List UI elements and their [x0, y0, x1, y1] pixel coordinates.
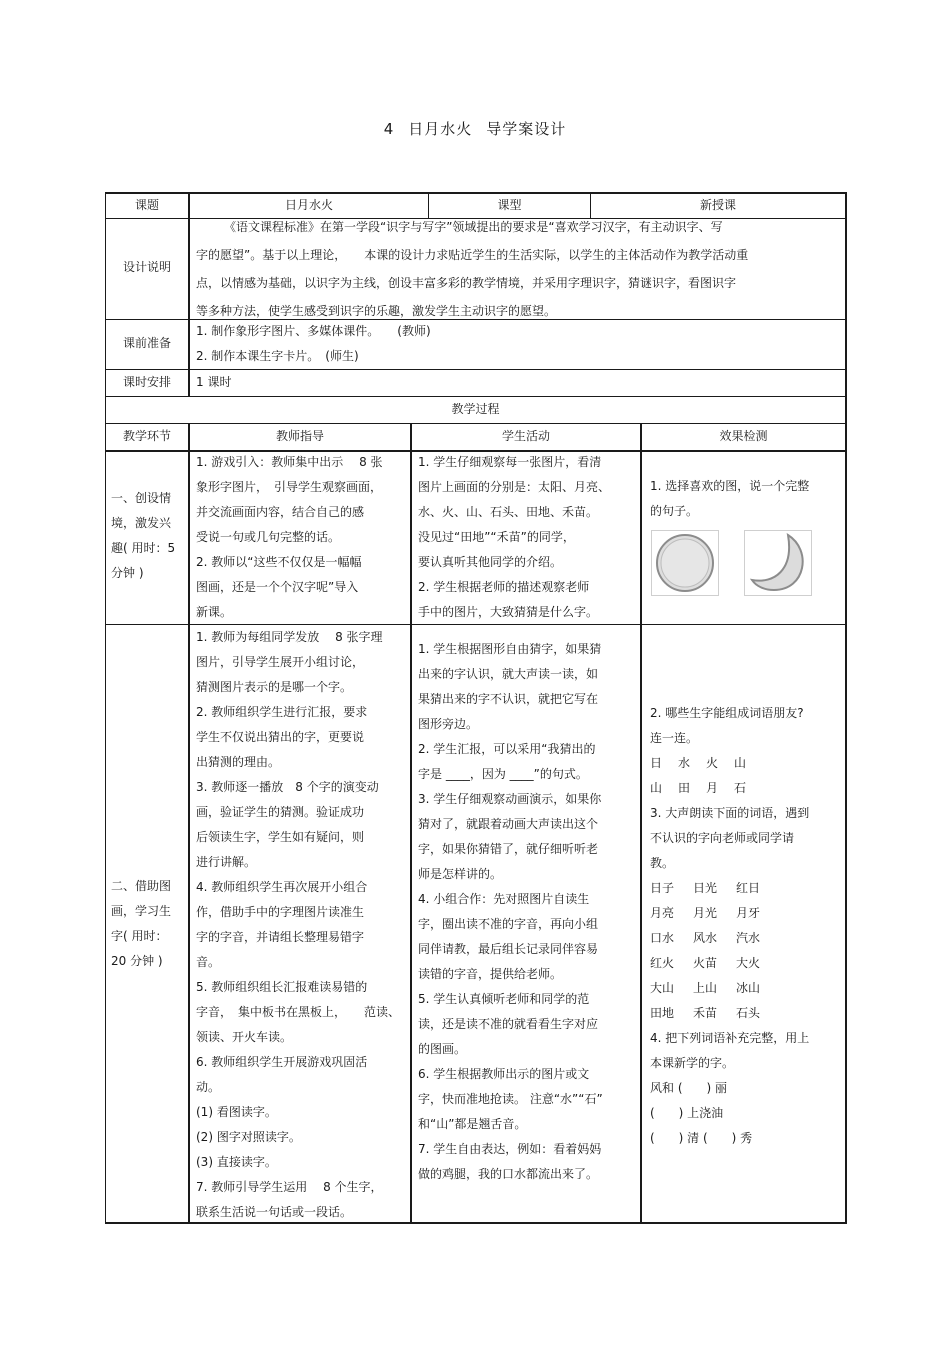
stage2-teacher: 1. 教师为每组同学发放 8 张字理 图片，引导学生展开小组讨论， 猜测图片表示的是哪一个字。 2. 教师组织学生进行汇报，要求 学生不仅说出猜出的字，更要说 出猜测的理由。 3. 教师逐一播放 8 个字的演变动 画，验证学生的猜测。验证成功 后领读生字，学生如有疑问，则 进行讲解。 4. 教师组织学生再次展开小组合 作，借助手中的字理图片读准生 字的字音，并请组长整理易错字 音。 5. 教师组织组长汇报难读易错的 字音， 集中板书在黑板上， 范读、 领读、开火车读。 6. 教师组织学生开展游戏巩固活 动。 (1) 看图读字。 (2) 图字对照读字。 (3) 直接读字。 7. 教师引导学生运用 8 个生字， 联系生活说一句话或一段话。: [196, 630, 401, 1219]
word-row: 口水 风水 汽水: [650, 931, 761, 945]
stage1-student: 1. 学生仔细观察每一张图片，看清 图片上画面的分别是：太阳、月亮、 水、火、山、石头、田地、禾苗。 没见过“田地”“禾苗”的同学， 要认真听其他同学的介绍。 2. 学生根据老师的描述观察老师 手中的图片，大致猜猜是什么字。: [418, 455, 611, 619]
hours-value: 1 课时: [196, 375, 232, 389]
stage2-label: 二、借助图 画，学习生 字( 用时： 20 分钟 ): [111, 879, 172, 968]
topic-label: 课题: [134, 198, 159, 212]
match-row-2: 山 田 月 石: [650, 781, 747, 795]
design-text: 《语文课程标准》在第一学段“识字与写字”领域提出的要求是“喜欢学习汉字，有主动识字、写 字的愿望”。基于以上理论， 本课的设计力求贴近学生的生活实际，以学生的主体活动作为教学活动重 点，以情感为基础，以识字为主线，创设丰富多彩的教学情境，并采用字理识字，猜谜识字，看图识字 等多种方法，使学生感受到识字的乐趣，激发学生主动识字的愿望。: [196, 220, 749, 318]
lesson-name: 日月水火: [408, 120, 473, 138]
col-stage: 教学环节: [122, 429, 171, 443]
stage1-effect: 1. 选择喜欢的图，说一个完整 的句子。: [650, 479, 810, 518]
match-row-1: 日 水 火 山: [650, 756, 747, 770]
col-effect: 效果检测: [719, 429, 768, 443]
design-label: 设计说明: [122, 260, 171, 274]
col-teacher: 教师指导: [275, 429, 324, 443]
col-student: 学生活动: [501, 429, 550, 443]
word-row: 红火 火苗 大火: [650, 956, 761, 970]
moon-image: [744, 530, 812, 596]
type-value: 新授课: [699, 198, 736, 212]
word-row: 月亮 月光 月牙: [650, 906, 761, 920]
hours-label: 课时安排: [122, 375, 171, 389]
stage1-teacher: 1. 游戏引入：教师集中出示 8 张 象形字图片， 引导学生观察画面， 并交流画面内容，结合自己的感 受说一句或几句完整的话。 2. 教师以“这些不仅仅是一幅幅 图画，还是一个个汉字呢”导入 新课。: [196, 455, 383, 619]
stage2-effect: 2. 哪些生字能组成词语朋友? 连一连。 日 水 火 山 山 田 月 石 3. 大声朗读下面的词语，遇到 不认识的字向老师或同学请 教。 日子 日光 红日 月亮 月光 月牙 口水 风水 汽水 红火 火苗 大火 大山 上山 冰山 田地 禾苗 石头 4. 把下列词语补充完整，用上 本课新学的字。 风和 ( ) 丽 ( ) 上浇油 ( ) 清 ( ) 秀: [650, 706, 810, 1145]
stage2-student: 1. 学生根据图形自由猜字，如果猜 出来的字认识，就大声读一读，如 果猜出来的字不认识，就把它写在 图形旁边。 2. 学生汇报，可以采用“我猜出的 字是 ____，因为 ____”的句式。 3. 学生仔细观察动画演示，如果你 猜对了，就跟着动画大声读出这个 字，如果你猜错了，就仔细听听老 师是怎样讲的。 4. 小组合作：先对照图片自读生 字，圈出读不准的字音，再向小组 同伴请教，最后组长记录同伴容易 读错的字音，提供给老师。 5. 学生认真倾听老师和同学的范 读，还是读不准的就看看生字对应 的图画。 6. 学生根据教师出示的图片或文 字，快而准地抢读。 注意“水”“石” 和“山”都是翘舌音。 7. 学生自由表达，例如：看着妈妈 做的鸡腿，我的口水都流出来了。: [418, 642, 603, 1181]
topic-value: 日月水火: [284, 198, 333, 212]
stage1-label: 一、创设情 境，激发兴 趣( 用时：5 分钟 ): [111, 491, 176, 580]
page-title: [0, 118, 950, 139]
process-header: 教学过程: [451, 402, 500, 416]
sun-image: [651, 530, 719, 596]
word-row: 大山 上山 冰山: [650, 981, 761, 995]
type-label: 课型: [497, 198, 522, 212]
prep-label: 课前准备: [122, 336, 171, 350]
word-row: 日子 日光 红日: [650, 881, 761, 895]
doc-type: 导学案设计: [486, 120, 567, 138]
prep-list: 1. 制作象形字图片、多媒体课件。 (教师) 2. 制作本课生字卡片。 (师生): [196, 324, 431, 363]
word-row: 田地 禾苗 石头: [650, 1006, 761, 1020]
lesson-number: 4: [383, 120, 395, 138]
